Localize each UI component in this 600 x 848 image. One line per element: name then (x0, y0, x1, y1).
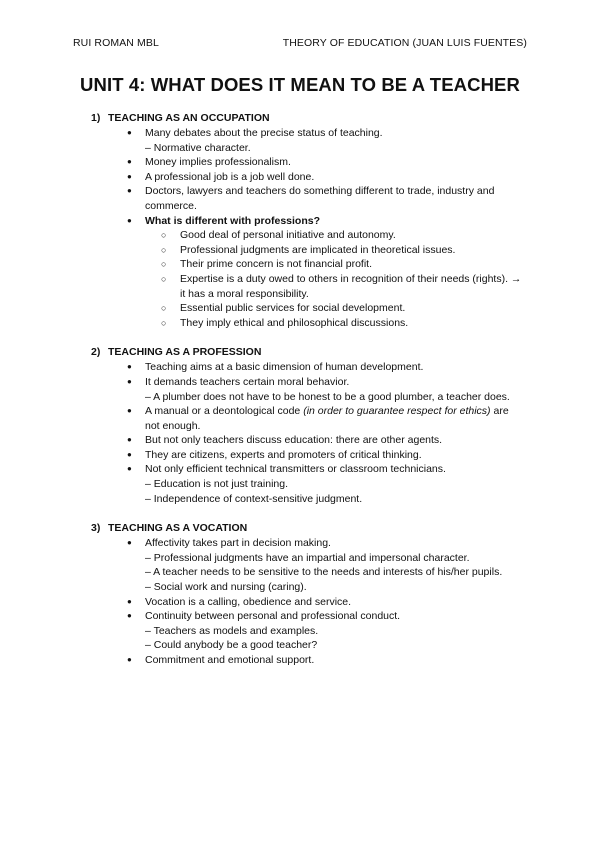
header-author: RUI ROMAN MBL (73, 37, 159, 49)
list-item-text (145, 170, 525, 185)
list-item (0, 170, 600, 185)
nested-list-item (161, 257, 525, 272)
circle-bullet-icon: ○ (161, 230, 167, 241)
bullet-icon: ● (127, 596, 132, 606)
bullet-icon: ● (127, 406, 132, 416)
item-main-text: They are citizens, experts and promoters of critical thinking. (145, 448, 422, 461)
section-2 (0, 345, 600, 506)
item-tail-text: are not enough. (145, 405, 509, 432)
bullet-icon: ● (127, 449, 132, 459)
bullet-icon: ● (127, 171, 132, 181)
item-main-text: A manual or a deontological code (145, 405, 301, 418)
item-main-text: A professional job is a job well done. (145, 170, 315, 183)
bullet-icon: ● (127, 186, 132, 196)
section-heading (91, 521, 600, 536)
list-item (0, 126, 600, 155)
section-3 (0, 521, 600, 667)
bullet-icon: ● (127, 435, 132, 445)
list-item-text (145, 609, 525, 624)
section-1 (0, 111, 600, 330)
section-number: 2) (91, 346, 101, 359)
item-main-text: Continuity between personal and professional conduct. (145, 610, 401, 623)
circle-bullet-icon: ○ (161, 317, 167, 328)
list-item-text (145, 448, 525, 463)
list-item-text (145, 433, 525, 448)
section-heading-text: TEACHING AS A PROFESSION (108, 346, 262, 359)
list-item-text (145, 155, 525, 170)
section-number: 3) (91, 522, 101, 535)
item-main-text: Vocation is a calling, obedience and service. (145, 595, 352, 608)
list-item-text (145, 653, 525, 668)
list-item-text (145, 462, 525, 477)
item-main-text: What is different with professions? (145, 214, 321, 227)
bullet-list (0, 536, 600, 667)
nested-list (145, 228, 525, 330)
sub-note: – Normative character. (145, 141, 251, 154)
list-item-text (145, 184, 525, 213)
page-header (73, 37, 527, 49)
bullet-icon: ● (127, 611, 132, 621)
nested-item-text: Professional judgments are implicated in theoretical issues. (180, 243, 456, 256)
item-main-text: Doctors, lawyers and teachers do something different to trade, industry and commerce. (145, 185, 495, 212)
section-number: 1) (91, 112, 101, 124)
section-heading-text: TEACHING AS A VOCATION (108, 522, 248, 535)
nested-list-item (161, 301, 525, 316)
circle-bullet-icon: ○ (161, 273, 167, 284)
item-main-text: Teaching aims at a basic dimension of human development. (145, 361, 424, 374)
bullet-icon: ● (127, 655, 132, 664)
document-body (0, 111, 600, 668)
nested-item-text: Expertise is a duty owed to others in recognition of their needs (rights). → it has a moral responsibility. (180, 272, 522, 300)
section-spacer (0, 506, 600, 521)
list-item (0, 536, 600, 594)
item-main-text: Money implies professionalism. (145, 156, 291, 169)
bullet-icon: ● (127, 376, 132, 386)
list-item (0, 184, 600, 213)
list-item (0, 155, 600, 170)
circle-bullet-icon: ○ (161, 259, 167, 270)
sub-note: – Teachers as models and examples. (145, 624, 319, 637)
list-item (0, 653, 600, 668)
list-item-text (145, 360, 525, 375)
circle-bullet-icon: ○ (161, 303, 167, 314)
item-main-text: Many debates about the precise status of teaching. (145, 127, 383, 139)
item-main-text: Affectivity takes part in decision making. (145, 537, 331, 550)
sub-note: – Education is not just training. (145, 478, 289, 491)
item-main-text: It demands teachers certain moral behavior. (145, 375, 350, 388)
bullet-icon: ● (127, 157, 132, 167)
sub-note: – Professional judgments have an impartial and impersonal character. (145, 551, 470, 564)
bullet-list (0, 126, 600, 330)
item-main-text: But not only teachers discuss education: there are other agents. (145, 434, 443, 447)
list-item-text (145, 375, 525, 390)
list-item (0, 360, 600, 375)
nested-list-item (161, 316, 525, 331)
section-spacer (0, 330, 600, 345)
bullet-icon: ● (127, 215, 132, 225)
list-item (0, 462, 600, 506)
bullet-list (0, 360, 600, 506)
nested-list-item (161, 272, 525, 301)
list-item (0, 214, 600, 331)
section-heading (91, 111, 600, 126)
nested-list-item (161, 228, 525, 243)
sub-note: – A teacher needs to be sensitive to the needs and interests of his/her pupils. (145, 566, 503, 579)
list-item (0, 375, 600, 404)
list-item (0, 433, 600, 448)
bullet-icon: ● (127, 538, 132, 548)
list-item (0, 609, 600, 653)
nested-item-text: They imply ethical and philosophical discussions. (180, 316, 409, 329)
item-main-text: Commitment and emotional support. (145, 654, 315, 666)
sub-note: – Independence of context-sensitive judgment. (145, 492, 363, 505)
list-item-text (145, 595, 525, 610)
header-course: THEORY OF EDUCATION (JUAN LUIS FUENTES) (282, 37, 527, 49)
nested-item-text: Essential public services for social development. (180, 302, 406, 315)
bullet-icon: ● (127, 362, 132, 372)
bullet-icon: ● (127, 464, 132, 474)
bullet-icon: ● (127, 128, 132, 137)
section-heading-text: TEACHING AS AN OCCUPATION (108, 112, 270, 124)
circle-bullet-icon: ○ (161, 244, 167, 255)
list-item-text (145, 214, 525, 229)
nested-list-item (161, 243, 525, 258)
list-item (0, 404, 600, 433)
list-item-text (145, 404, 525, 433)
section-heading (91, 345, 600, 360)
sub-note: – Social work and nursing (caring). (145, 581, 307, 594)
page-title: UNIT 4: WHAT DOES IT MEAN TO BE A TEACHER (80, 74, 520, 95)
nested-item-text: Good deal of personal initiative and autonomy. (180, 229, 396, 242)
list-item-text (145, 126, 525, 141)
item-italic-note: (in order to guarantee respect for ethics) (303, 405, 491, 418)
nested-item-text: Their prime concern is not financial profit. (180, 258, 372, 271)
list-item (0, 595, 600, 610)
list-item-text (145, 536, 525, 551)
sub-note: – Could anybody be a good teacher? (145, 639, 318, 652)
list-item (0, 448, 600, 463)
item-main-text: Not only efficient technical transmitters or classroom technicians. (145, 463, 446, 476)
sub-note: – A plumber does not have to be honest to be a good plumber, a teacher does. (145, 390, 510, 403)
